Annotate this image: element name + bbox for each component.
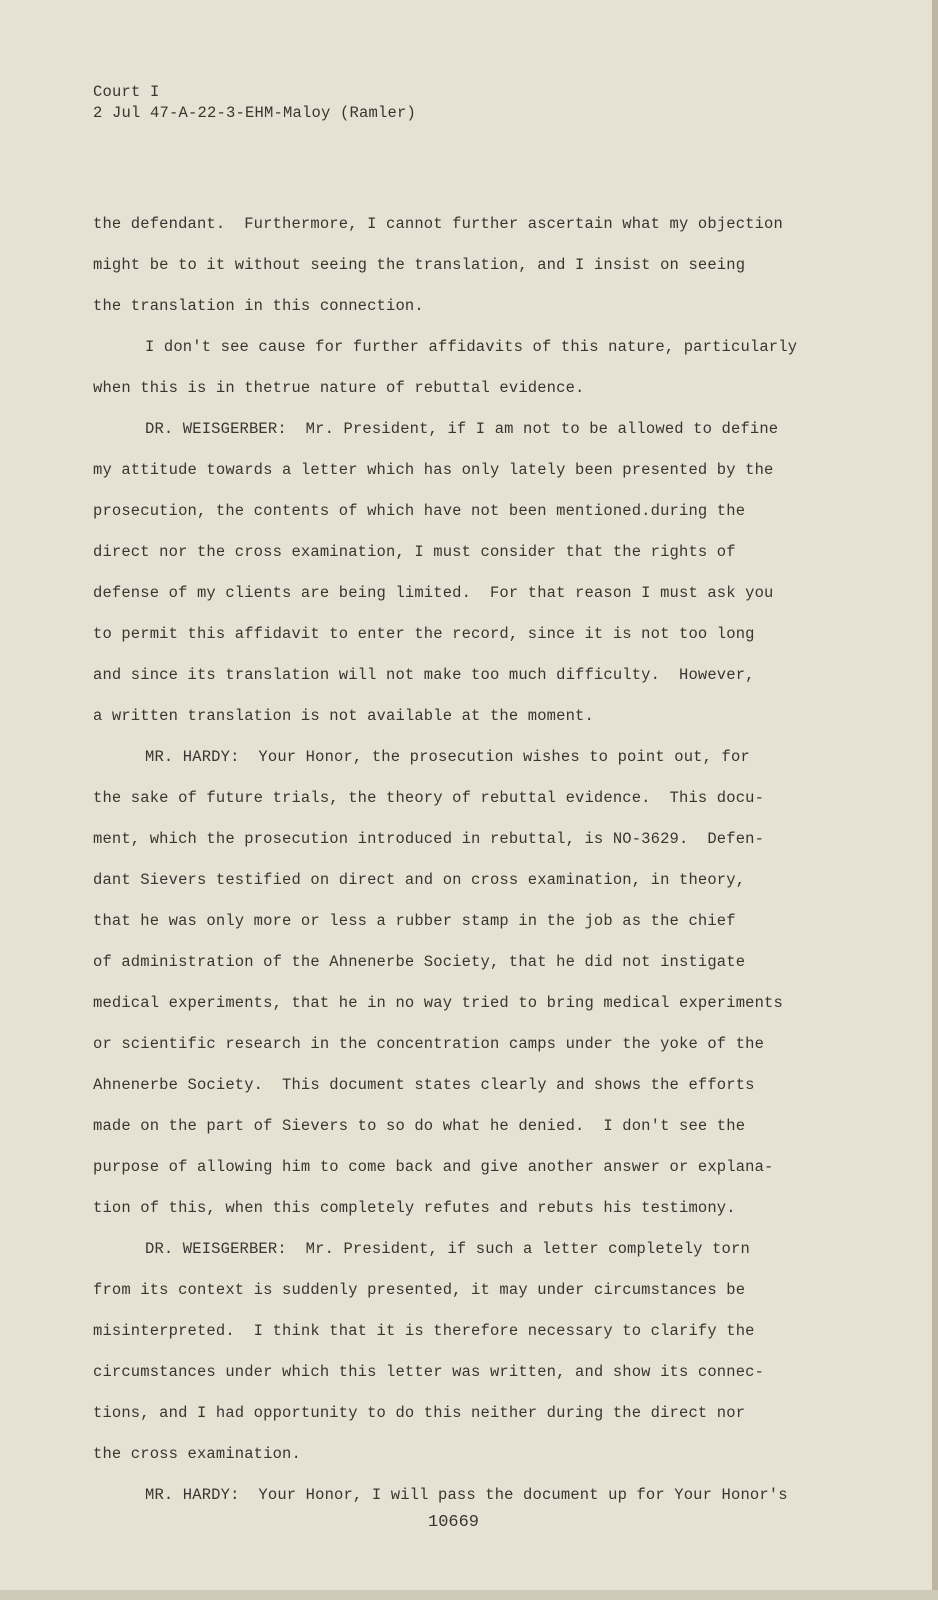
transcript-line: prosecution, the contents of which have not been mentioned.during the xyxy=(93,502,746,520)
transcript-line: when this is in thetrue nature of rebuttal evidence. xyxy=(93,379,585,397)
transcript-line: my attitude towards a letter which has only lately been presented by the xyxy=(93,461,774,479)
transcript-line: MR. HARDY: Your Honor, I will pass the document up for Your Honor's xyxy=(145,1486,788,1504)
transcript-line: Ahnenerbe Society. This document states clearly and shows the efforts xyxy=(93,1076,755,1094)
transcript-line: the defendant. Furthermore, I cannot further ascertain what my objection xyxy=(93,215,783,233)
page-number: 10669 xyxy=(428,1513,480,1532)
transcript-line: that he was only more or less a rubber stamp in the job as the chief xyxy=(93,912,736,930)
transcript-line: the translation in this connection. xyxy=(93,297,424,315)
transcript-line: or scientific research in the concentration camps under the yoke of the xyxy=(93,1035,765,1053)
transcript-body xyxy=(93,204,873,1516)
transcript-line: MR. HARDY: Your Honor, the prosecution wishes to point out, for xyxy=(145,748,750,766)
court-label: Court I xyxy=(93,83,160,101)
transcript-line: purpose of allowing him to come back and give another answer or explana- xyxy=(93,1158,774,1176)
transcript-line: from its context is suddenly presented, it may under circumstances be xyxy=(93,1281,746,1299)
transcript-line: I don't see cause for further affidavits of this nature, particularly xyxy=(145,338,798,356)
transcript-line: might be to it without seeing the translation, and I insist on seeing xyxy=(93,256,746,274)
transcript-line: ment, which the prosecution introduced in rebuttal, is NO-3629. Defen- xyxy=(93,830,765,848)
transcript-line: a written translation is not available at the moment. xyxy=(93,707,594,725)
transcript-line: to permit this affidavit to enter the record, since it is not too long xyxy=(93,625,755,643)
transcript-line: circumstances under which this letter was written, and show its connec- xyxy=(93,1363,765,1381)
document-header xyxy=(93,82,416,124)
transcript-line: the cross examination. xyxy=(93,1445,301,1463)
transcript-line: tion of this, when this completely refutes and rebuts his testimony. xyxy=(93,1199,736,1217)
transcript-line: and since its translation will not make too much difficulty. However, xyxy=(93,666,755,684)
transcript-line: dant Sievers testified on direct and on cross examination, in theory, xyxy=(93,871,746,889)
transcript-line: DR. WEISGERBER: Mr. President, if such a letter completely torn xyxy=(145,1240,750,1258)
transcript-line: DR. WEISGERBER: Mr. President, if I am not to be allowed to define xyxy=(145,420,779,438)
transcript-line: of administration of the Ahnenerbe Society, that he did not instigate xyxy=(93,953,746,971)
transcript-line: the sake of future trials, the theory of rebuttal evidence. This docu- xyxy=(93,789,765,807)
page-edge-bottom xyxy=(0,1590,938,1600)
page-edge-right xyxy=(932,0,938,1600)
transcript-line: misinterpreted. I think that it is therefore necessary to clarify the xyxy=(93,1322,755,1340)
transcript-line: tions, and I had opportunity to do this neither during the direct nor xyxy=(93,1404,746,1422)
transcript-line: defense of my clients are being limited. For that reason I must ask you xyxy=(93,584,774,602)
transcript-line: direct nor the cross examination, I must consider that the rights of xyxy=(93,543,736,561)
transcript-line: medical experiments, that he in no way tried to bring medical experiments xyxy=(93,994,783,1012)
session-reference: 2 Jul 47-A-22-3-EHM-Maloy (Ramler) xyxy=(93,104,417,122)
transcript-line: made on the part of Sievers to so do what he denied. I don't see the xyxy=(93,1117,746,1135)
